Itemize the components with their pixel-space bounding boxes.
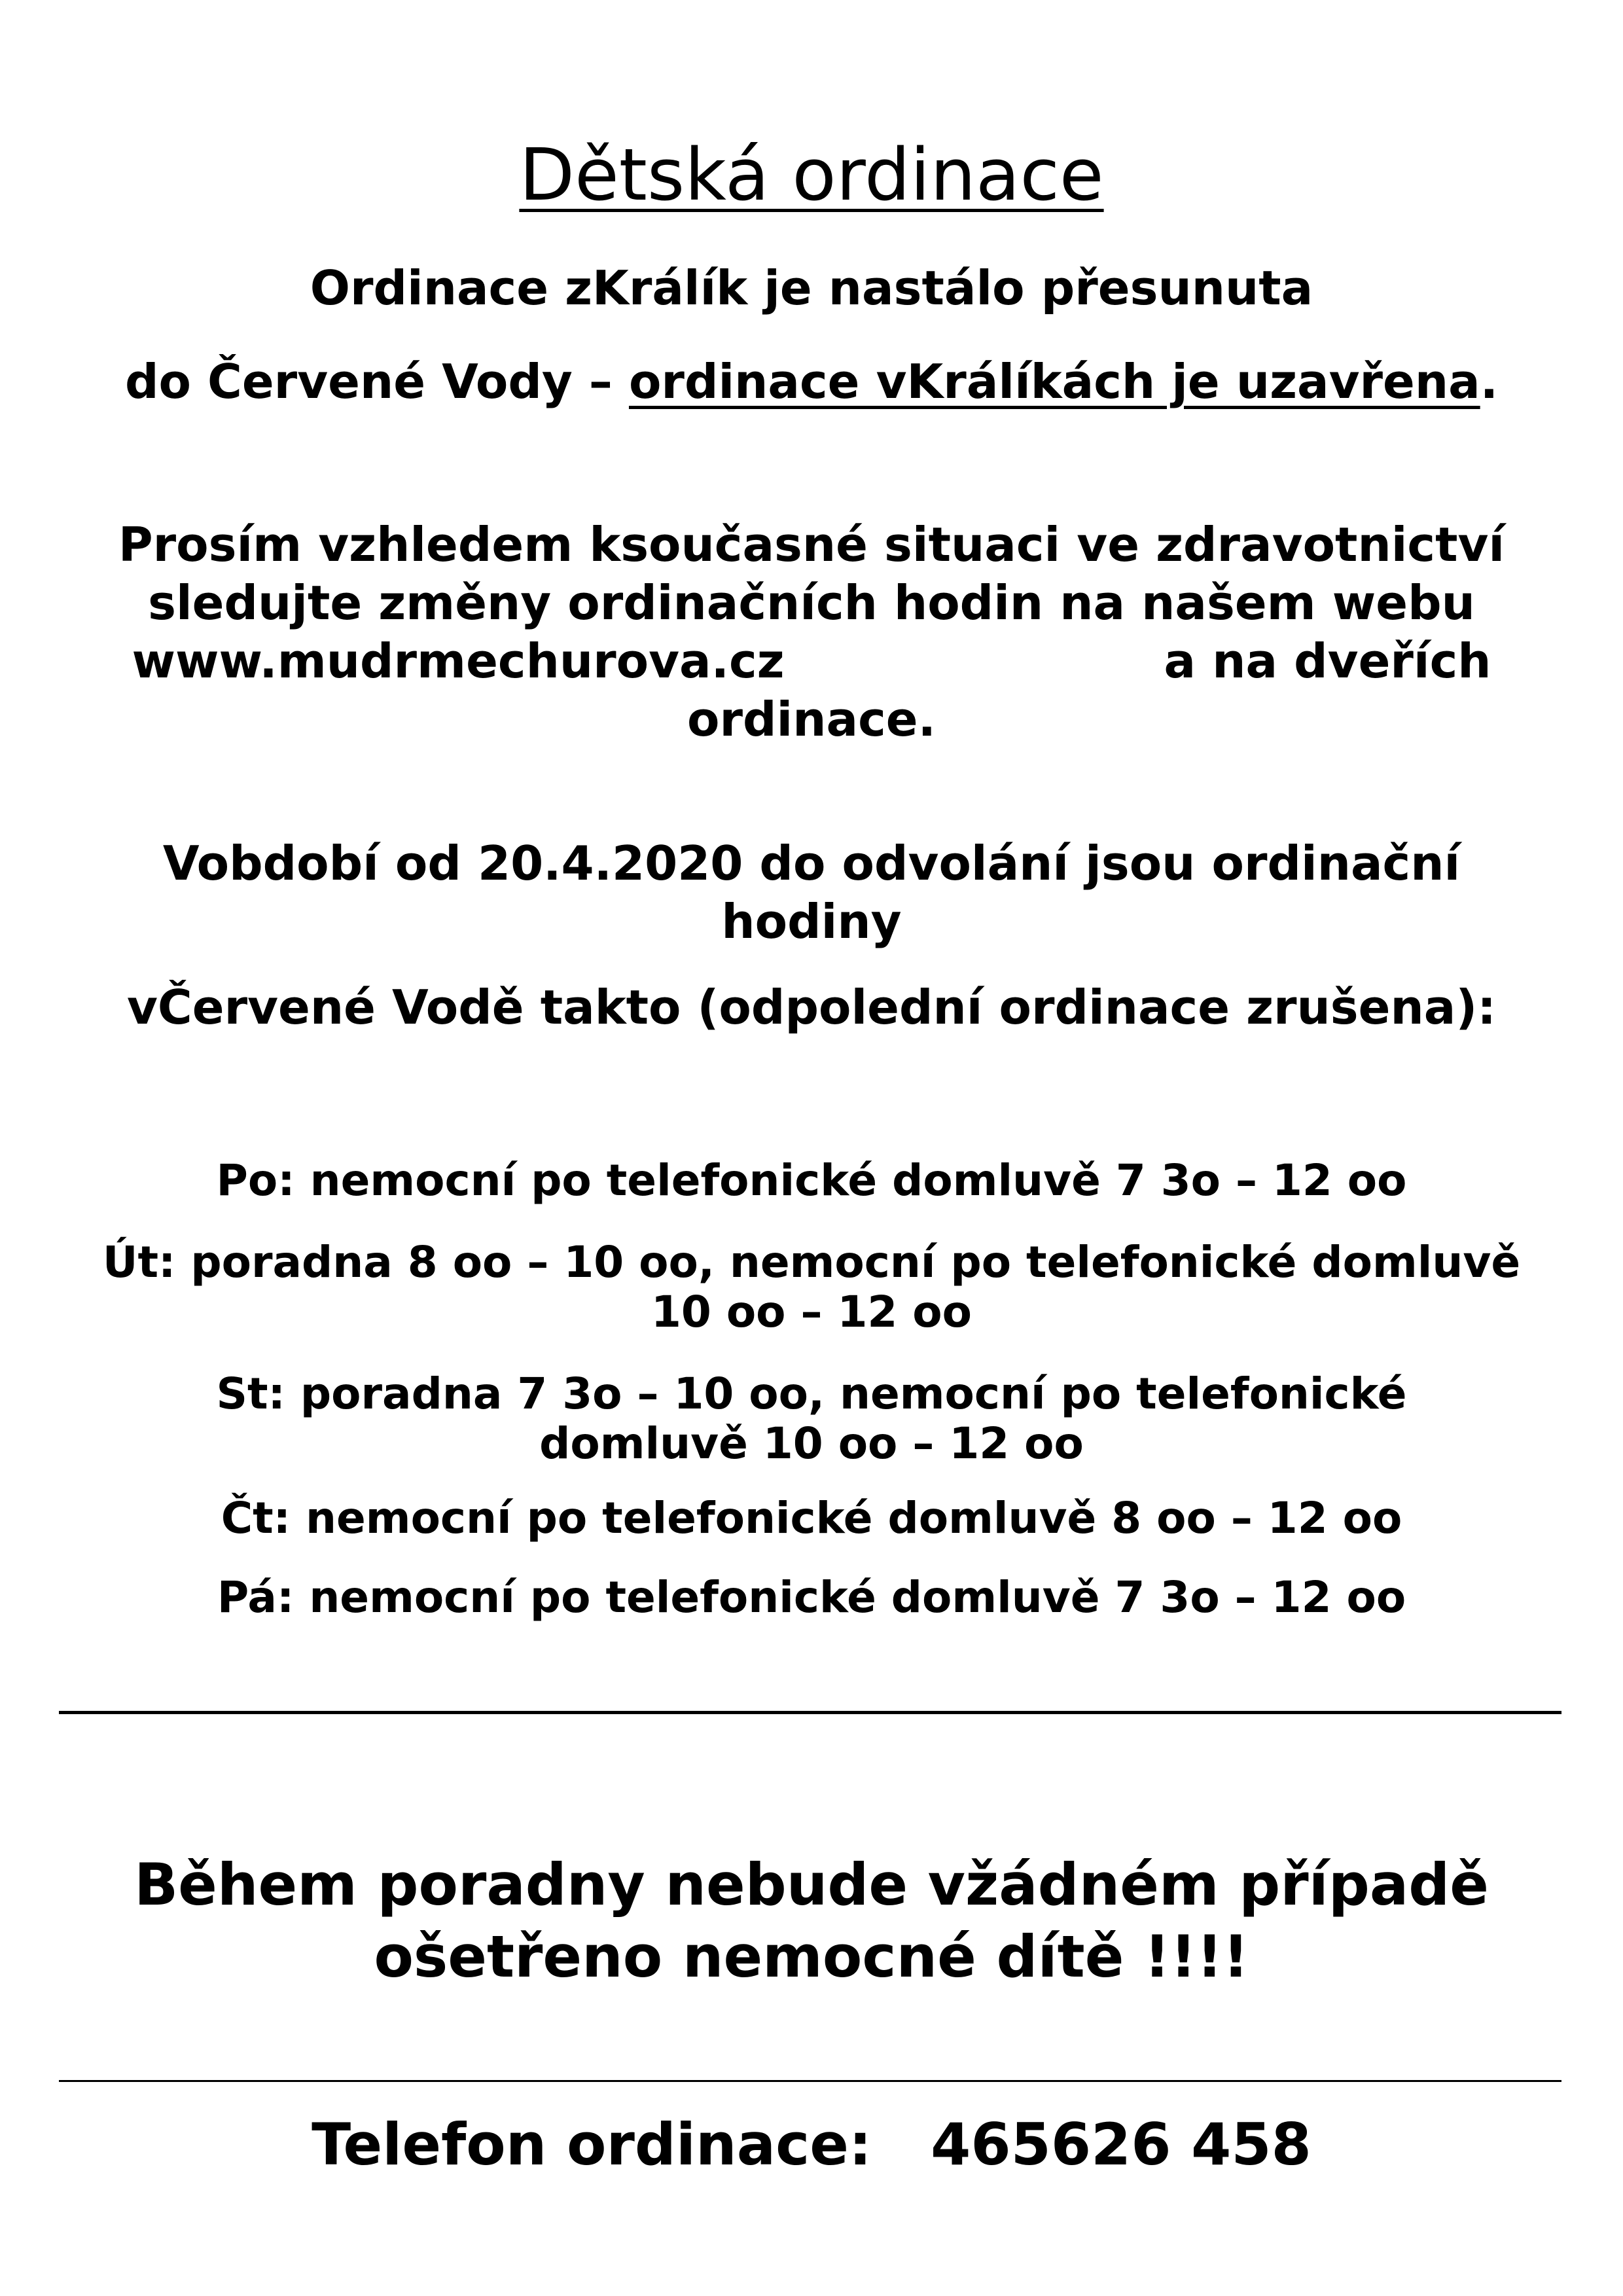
situation-notice-line-4: ordinace. <box>687 692 936 747</box>
schedule-thursday: Čt: nemocní po telefonické domluvě 8 oo – 12 oo <box>221 1493 1402 1543</box>
warning-line-2: ošetřeno nemocné dítě !!!! <box>374 1923 1249 1990</box>
period-notice-line-2: hodiny <box>721 894 902 949</box>
schedule-friday: Pá: nemocní po telefonické domluvě 7 3o – 12 oo <box>217 1572 1406 1623</box>
situation-notice-line-1: Prosím vzhledem ksoučasné situaci ve zdravotnictví <box>118 517 1505 572</box>
schedule-monday: Po: nemocní po telefonické domluvě 7 3o – 12 oo <box>216 1155 1407 1206</box>
move-notice-prefix: do Červené Vody – <box>124 354 629 409</box>
situation-notice-suffix: a na dveřích <box>1164 634 1491 689</box>
schedule-wednesday-line-2: domluvě 10 oo – 12 oo <box>539 1418 1084 1469</box>
phone-number[interactable]: 465626 458 <box>931 2111 1311 2178</box>
phone-label: Telefon ordinace: <box>312 2111 872 2178</box>
schedule-tuesday-line-1: Út: poradna 8 oo – 10 oo, nemocní po telefonické domluvě <box>102 1237 1521 1287</box>
schedule-wednesday-line-1: St: poradna 7 3o – 10 oo, nemocní po telefonické <box>216 1369 1407 1419</box>
divider-bottom <box>59 2080 1561 2082</box>
situation-notice-line-3 <box>0 634 1623 689</box>
period-notice-line-3: vČervené Vodě takto (odpolední ordinace zrušena): <box>126 980 1497 1035</box>
closed-office-notice: ordinace vKrálíkách je uzavřena <box>628 354 1480 409</box>
period-notice-line-1: Vobdobí od 20.4.2020 do odvolání jsou ordinační <box>162 836 1461 891</box>
situation-notice-line-2: sledujte změny ordinačních hodin na našem webu <box>148 575 1475 630</box>
move-notice-suffix: . <box>1480 354 1499 409</box>
page-title <box>0 133 1623 217</box>
schedule-tuesday-line-2: 10 oo – 12 oo <box>651 1287 972 1337</box>
divider-top <box>59 1711 1561 1714</box>
website-link[interactable]: www.mudrmechurova.cz <box>132 634 785 689</box>
move-notice-line-1: Ordinace zKrálík je nastálo přesunuta <box>310 260 1313 315</box>
phone-line <box>0 2111 1623 2178</box>
move-notice-line-2 <box>0 354 1623 409</box>
page-title-text: Dětská ordinace <box>519 133 1104 217</box>
warning-line-1: Během poradny nebude vžádném případě <box>134 1851 1489 1918</box>
